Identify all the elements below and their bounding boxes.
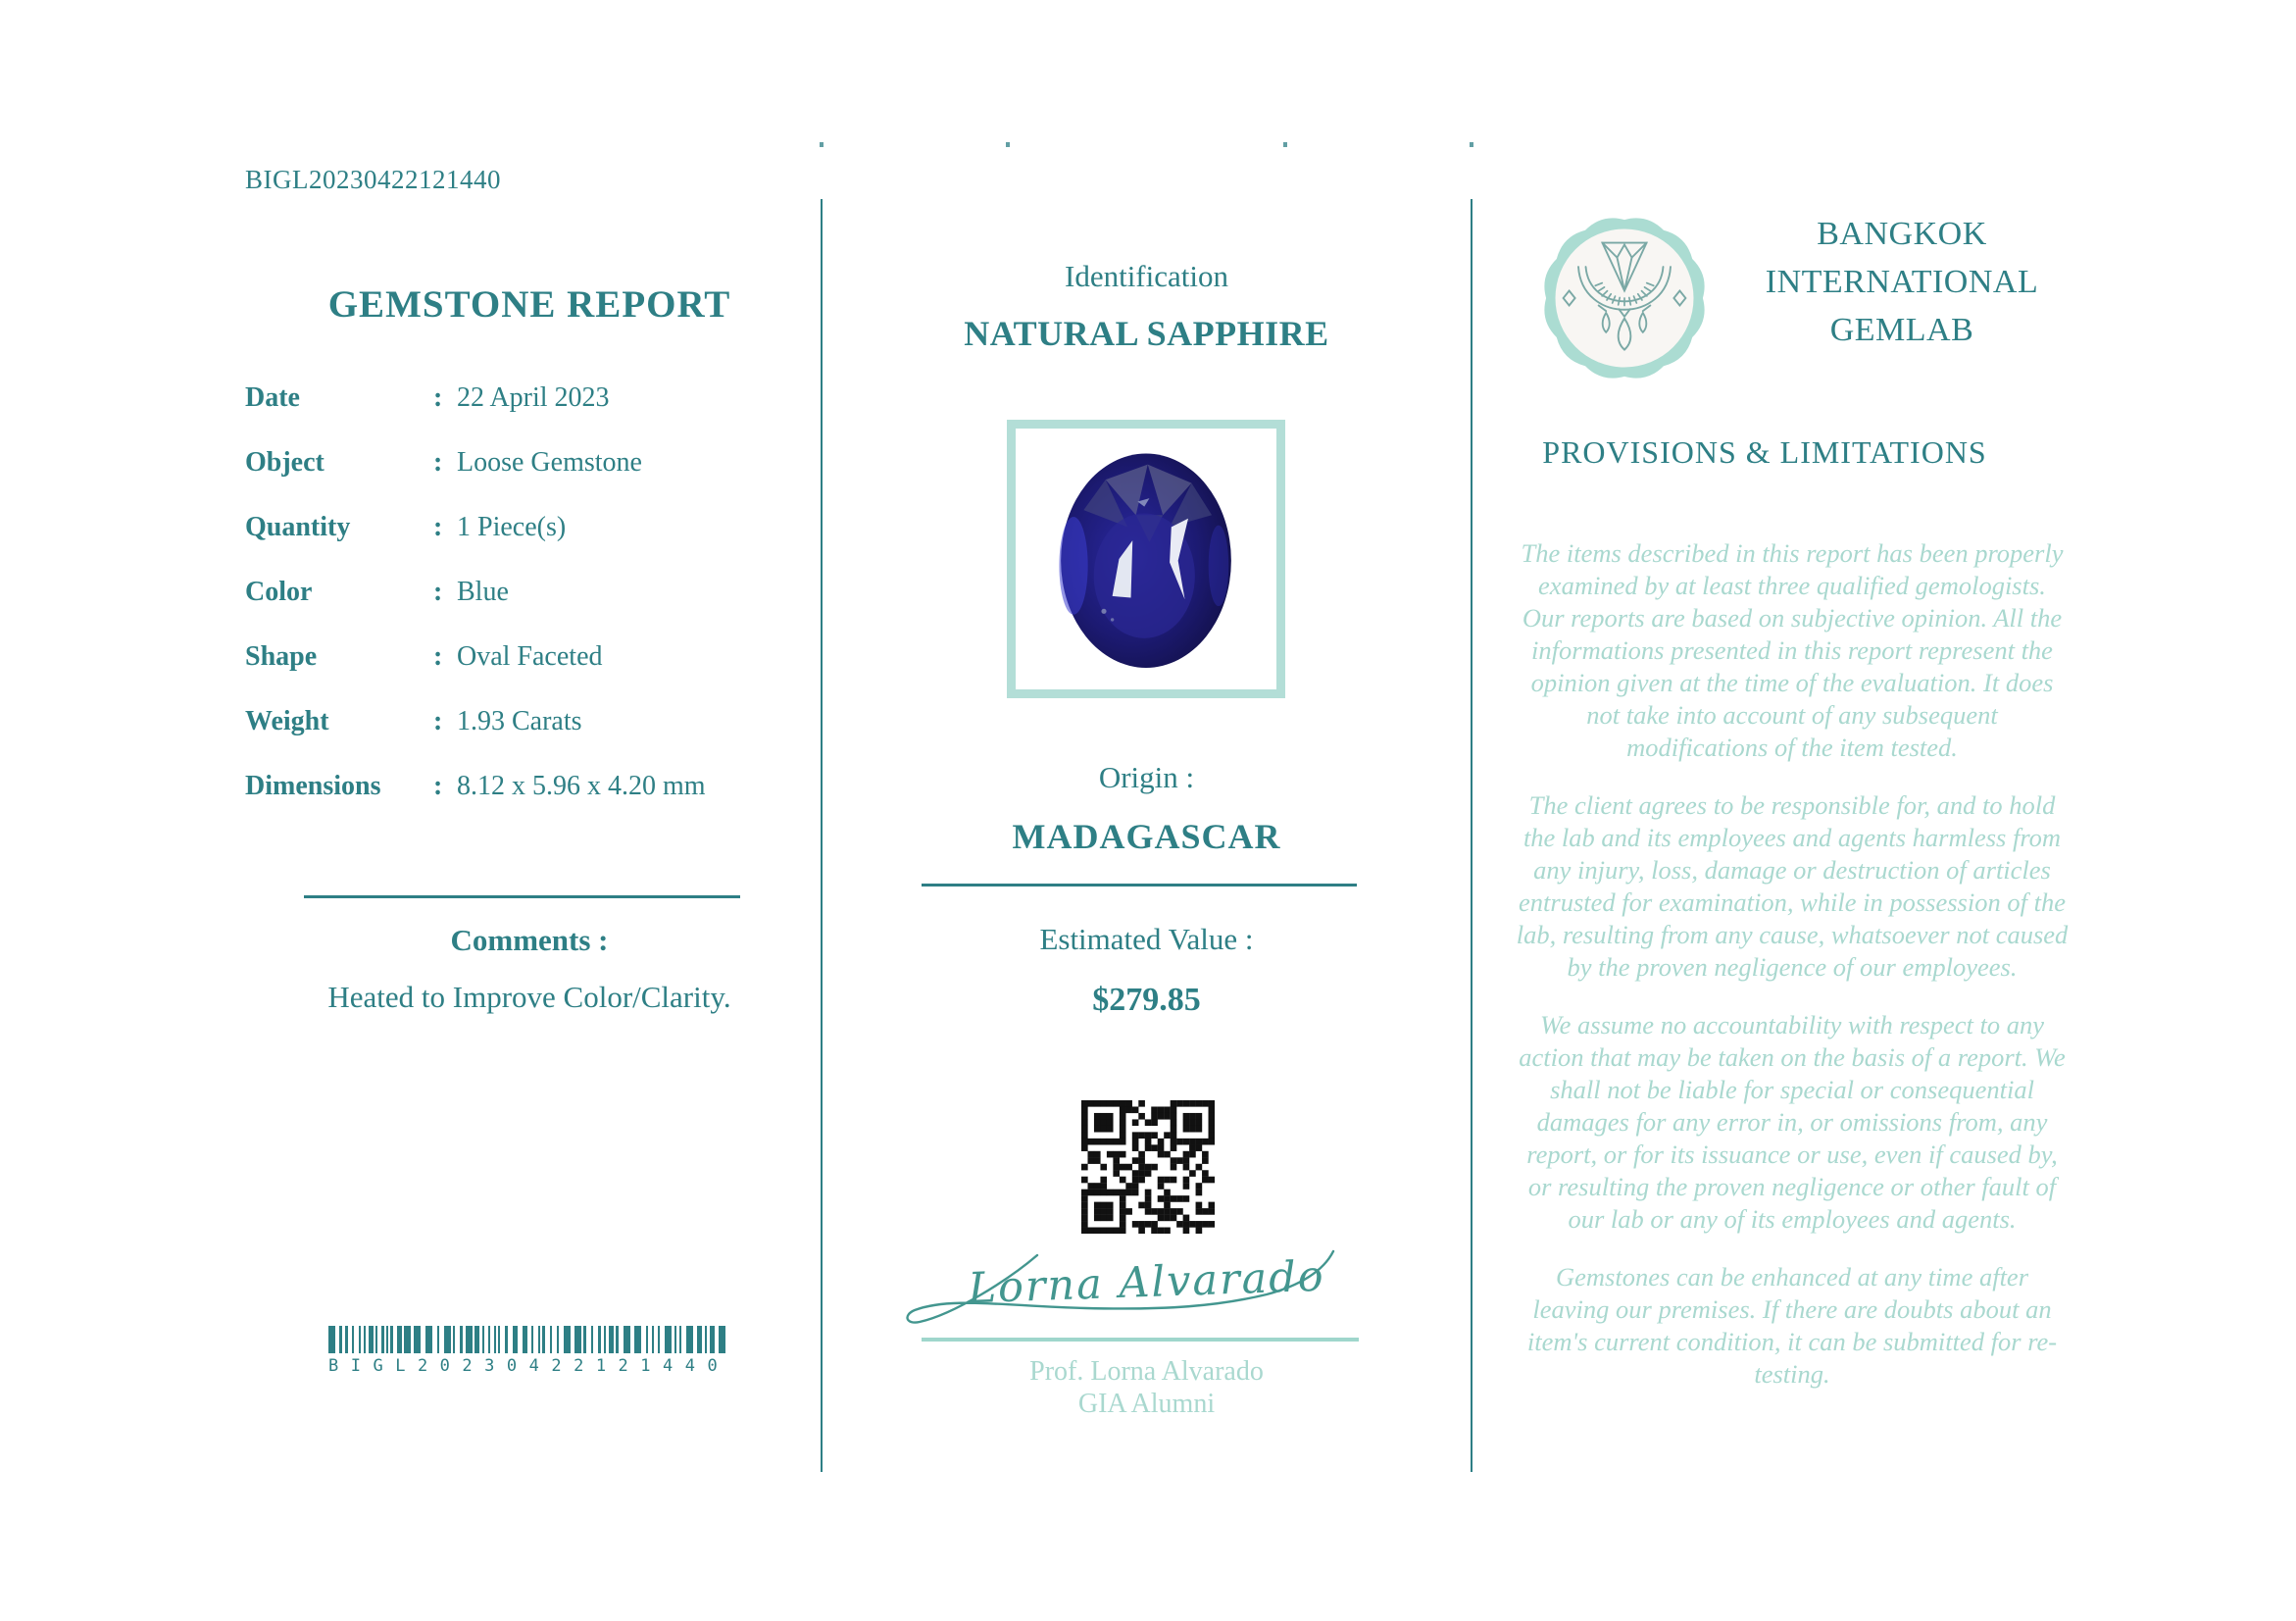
report-number: BIGL20230422121440 <box>245 165 501 194</box>
field-value: Loose Gemstone <box>457 447 642 478</box>
provisions-paragraph: We assume no accountability with respect to any action that may be taken on the basis of a report. We shall not be liable for special or consequential damages for any error in, or omissions from, any report, or for its issuance or use, even if caused by, or resulting the proven negligence or other fault of our lab or any of its employees and agents. <box>1519 1010 2066 1234</box>
provisions-paragraph: The items described in this report has been properly examined by at least three qualified gemologists. Our reports are based on subjective opinion. All the informations presented in this report represent the opinion given at the time of the evaluation. It does not take into account of any subsequent modifications of the item tested. <box>1521 538 2064 762</box>
field-value: Oval Faceted <box>457 641 603 672</box>
gem-photo <box>1040 432 1252 685</box>
middle-divider <box>922 884 1357 886</box>
field-value: 1.93 Carats <box>457 706 582 736</box>
lab-name-line2: INTERNATIONAL <box>1765 264 2039 300</box>
signature-divider <box>922 1338 1359 1342</box>
origin-label: Origin : <box>1098 760 1195 794</box>
field-colon: : <box>433 577 443 607</box>
comments-label: Comments : <box>450 923 609 957</box>
field-colon: : <box>433 771 443 801</box>
gem-identification-result: NATURAL SAPPHIRE <box>964 314 1329 353</box>
field-value: 1 Piece(s) <box>457 512 567 542</box>
crop-mark <box>1283 142 1287 147</box>
crop-mark <box>1006 142 1010 147</box>
report-fields-table <box>245 382 814 836</box>
crop-mark <box>820 142 824 147</box>
qr-code <box>1081 1100 1215 1234</box>
signature-script <box>890 1240 1405 1340</box>
field-row-date <box>245 382 814 411</box>
provisions-text <box>1515 537 2070 1416</box>
field-label: Date <box>245 382 300 413</box>
gem-photo-frame <box>1007 420 1285 698</box>
crop-mark <box>1470 142 1473 147</box>
field-label: Color <box>245 577 313 607</box>
barcode <box>328 1326 740 1376</box>
field-value: Blue <box>457 577 509 607</box>
field-row-quantity <box>245 512 814 540</box>
field-value: 22 April 2023 <box>457 382 610 413</box>
provisions-paragraph: The client agrees to be responsible for, and to hold the lab and its employees and agents harmless from any injury, loss, damage or destruction of articles entrusted for examination, while in possession of the lab, resulting from any cause, whatsoever not caused by the proven negligence of our employees. <box>1516 790 2069 982</box>
gemlab-logo-badge <box>1532 206 1717 390</box>
field-colon: : <box>433 512 443 542</box>
lab-name-line1: BANGKOK <box>1817 216 1987 252</box>
provisions-heading: PROVISIONS & LIMITATIONS <box>1542 434 1987 470</box>
field-label: Quantity <box>245 512 351 542</box>
provisions-paragraph: Gemstones can be enhanced at any time after leaving our premises. If there are doubts about an item's current condition, it can be submitted for re-testing. <box>1526 1262 2058 1389</box>
field-label: Dimensions <box>245 771 381 801</box>
comments-divider <box>304 895 740 898</box>
comments-text: Heated to Improve Color/Clarity. <box>327 980 731 1014</box>
field-label: Shape <box>245 641 318 672</box>
field-row-dimensions <box>245 771 814 799</box>
signatory-credential: GIA Alumni <box>1077 1389 1216 1419</box>
lab-name <box>1727 210 2076 354</box>
field-colon: : <box>433 382 443 413</box>
barcode-text: BIGL20230422121440 <box>328 1356 730 1376</box>
field-label: Object <box>245 447 324 478</box>
barcode-bars <box>328 1326 740 1353</box>
identification-label: Identification <box>1065 259 1228 293</box>
lab-name-line3: GEMLAB <box>1829 312 1974 348</box>
field-label: Weight <box>245 706 329 736</box>
origin-value: MADAGASCAR <box>1012 817 1281 856</box>
estimated-value-amount: $279.85 <box>1092 982 1201 1018</box>
field-row-color <box>245 577 814 605</box>
field-row-object <box>245 447 814 476</box>
field-colon: : <box>433 447 443 478</box>
report-title: GEMSTONE REPORT <box>327 283 731 326</box>
field-row-shape <box>245 641 814 670</box>
field-colon: : <box>433 641 443 672</box>
field-row-weight <box>245 706 814 735</box>
field-colon: : <box>433 706 443 736</box>
estimated-value-label: Estimated Value : <box>1039 922 1254 956</box>
signatory-name: Prof. Lorna Alvarado <box>1029 1356 1264 1387</box>
field-value: 8.12 x 5.96 x 4.20 mm <box>457 771 706 801</box>
signature-name: Lorna Alvarado <box>967 1251 1326 1314</box>
